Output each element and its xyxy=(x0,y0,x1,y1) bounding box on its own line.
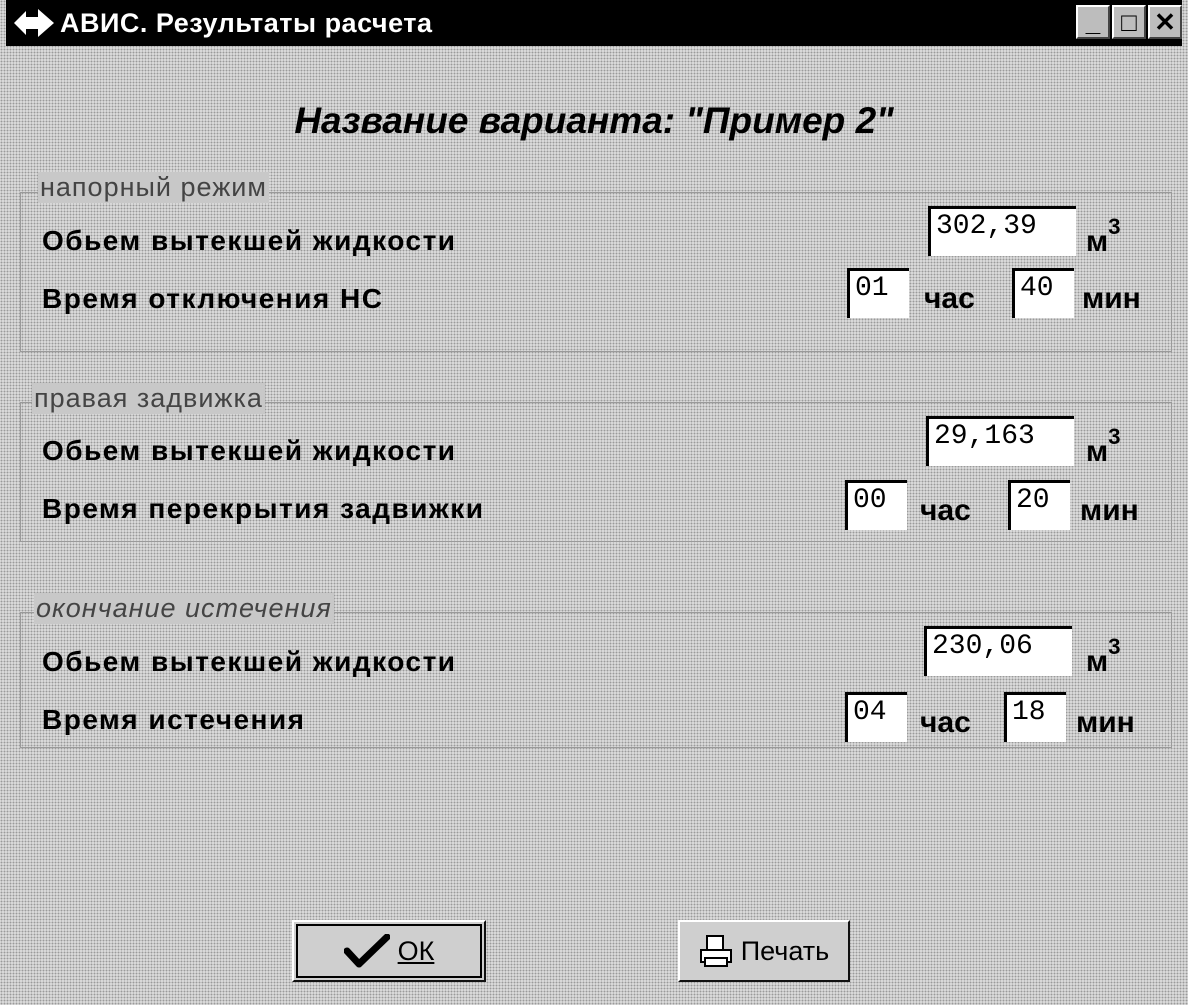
volume-field[interactable]: 302,39 xyxy=(928,206,1076,256)
time-label: Время истечения xyxy=(42,704,306,735)
volume-label: Обьем вытекшей жидкости xyxy=(42,225,457,256)
time-label: Время перекрытия задвижки xyxy=(42,493,485,524)
ok-label: ОК xyxy=(397,935,435,966)
hours-unit: час xyxy=(920,494,971,527)
printer-icon xyxy=(699,934,733,968)
window-controls xyxy=(1076,5,1182,39)
minutes-unit: мин xyxy=(1080,494,1139,527)
window-title: АВИС. Результаты расчета xyxy=(60,7,433,38)
volume-field[interactable]: 230,06 xyxy=(924,626,1072,676)
hours-field[interactable]: 01 xyxy=(847,268,909,318)
minutes-field[interactable]: 40 xyxy=(1012,268,1074,318)
arrow-app-icon xyxy=(12,3,56,43)
hours-unit: час xyxy=(920,706,971,739)
print-label: Печать xyxy=(740,935,830,966)
minutes-field[interactable]: 18 xyxy=(1004,692,1066,742)
title-bar[interactable] xyxy=(6,0,1182,46)
minimize-icon: _ xyxy=(1085,6,1101,37)
minutes-field[interactable]: 20 xyxy=(1008,480,1070,530)
time-label: Время отключения НС xyxy=(42,283,384,314)
volume-label: Обьем вытекшей жидкости xyxy=(42,435,457,466)
maximize-button[interactable] xyxy=(1112,5,1146,39)
checkmark-icon xyxy=(344,934,390,968)
close-button[interactable] xyxy=(1148,5,1182,39)
volume-label: Обьем вытекшей жидкости xyxy=(42,646,457,677)
maximize-icon: □ xyxy=(1121,6,1137,37)
hours-unit: час xyxy=(924,282,975,315)
volume-unit: $м^3$ xyxy=(1086,424,1121,468)
volume-unit: $м^3$ xyxy=(1086,214,1121,258)
volume-unit: $м^3$ xyxy=(1086,634,1121,678)
variant-title: Название варианта: "Пример 2" xyxy=(294,100,894,141)
group-caption: окончание истечения xyxy=(36,593,332,623)
print-button[interactable] xyxy=(678,920,850,982)
hours-field[interactable]: 04 xyxy=(845,692,907,742)
minutes-unit: мин xyxy=(1082,282,1141,315)
volume-field[interactable]: 29,163 xyxy=(926,416,1074,466)
close-icon: ✕ xyxy=(1154,6,1176,37)
hours-field[interactable]: 00 xyxy=(845,480,907,530)
ok-button[interactable] xyxy=(292,920,486,982)
minutes-unit: мин xyxy=(1076,706,1135,739)
group-caption: напорный режим xyxy=(40,172,267,202)
minimize-button[interactable] xyxy=(1076,5,1110,39)
group-caption: правая задвижка xyxy=(34,383,263,413)
